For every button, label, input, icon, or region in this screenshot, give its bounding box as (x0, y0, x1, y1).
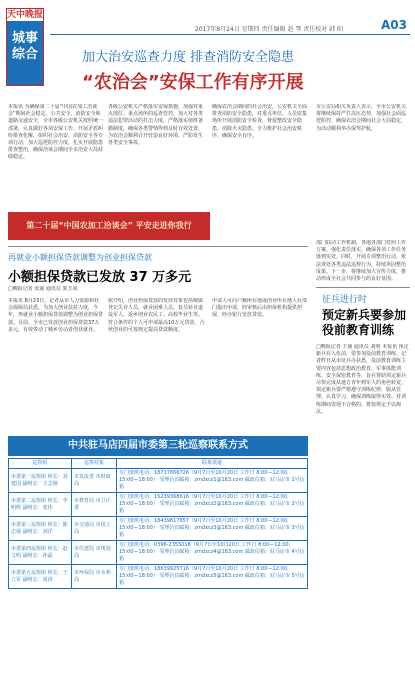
cell-group: 市委第一巡察组 组长：刘建国 副组长：王志刚 (9, 469, 72, 493)
lead-column-3: 确保农洽会期间的社会治安，公安机关全面排查消防安全隐患，对重点单位、人员密集场所开展消防安全检查，督促整改安全隐患，消除火灾隐患。全力维护社会治安秩序，确保安全有序。 (212, 104, 308, 139)
cell-contact: 专门值班电话：18439817657（9月7日至10月20日 工作日 8:00—12:00，15:00—18:00） 受理信访邮箱：zmdxcz3@163.com 邮政信箱：驻马店市 3号信箱 (117, 517, 308, 541)
table-row (9, 541, 308, 565)
cell-contact: 专门值班电话：18639925716（9月7日至10月20日 工作日 8:00—12:00，15:00—18:00） 受理信访邮箱：zmdxcz5@163.com 邮政信箱：驻马店市 5号信箱 (117, 565, 308, 589)
event-banner-text: 第二十届“中国农加工洽谈会” 平安走进你我行 (26, 221, 192, 230)
page-number: A03 (381, 18, 407, 32)
lead-subtitle: 加大治安巡查力度 排查消防安全隐患 (82, 50, 295, 65)
header-rule (50, 34, 410, 35)
loan-byline: □晚报记者 张丽 通讯员 郭玉成 (8, 286, 78, 292)
lead-column-2: 各级公安机关严格落实安保措施，加强对重点部位、重点场所的巡查管控，加大对各类违法犯罪活动的打击力度，严格落实值班备勤制度，确保各类警情得到及时有效处置，为农洽会顺利召开营造良好环境。严防发生各类安全事故。 (108, 104, 204, 147)
dateline: 2017年8月24日 星期四 责任编辑 赵 琴 责任校对 韩 阳 (195, 26, 344, 33)
table-row (9, 517, 308, 541)
cell-target: 市发改委 市财政局 (72, 469, 117, 493)
cell-target: 市教育局 市卫计委 (72, 493, 117, 517)
recruit-text: □晚报记者 王丽 通讯员 刘明 本报讯 预定新兵在入伍前，要参加役前教育训练。记者昨日从市征兵办获悉，役前教育训练主要内容包括思想政治教育、军事体能训练、安全保密教育等，旨在帮助预定新兵尽快完成从地方青年到军人的角色转变。预定新兵要严格遵守训练纪律，服从管理，认真学习，确保训练取得实效。对训练期间表现不合格的，将按规定予以淘汰。 (316, 344, 409, 415)
table-header-group: 巡察组 (9, 459, 72, 469)
loan-subtitle: 再就业小额担保贷款调整为创业担保贷款 (8, 253, 152, 262)
table-header-row (9, 459, 308, 469)
table-row (9, 469, 308, 493)
cell-contact: 专门值班电话：0396-2355018（9月7日至10月20日 工作日 8:00—12:00，15:00—18:00） 受理信访邮箱：zmdxcz4@163.com 邮政信箱：驻马店市 4号信箱 (117, 541, 308, 565)
table-row (9, 565, 308, 589)
paper-name: 天中晚报 (7, 10, 44, 20)
loan-column-3: 申请人可向户籍所在地或创业所在地人社部门提出申请，经审核后由担保机构提供担保，经办银行发放贷款。 (212, 298, 308, 319)
cell-group: 市委第二巡察组 组长：李明辉 副组长：张伟 (9, 493, 72, 517)
section-divider (8, 246, 308, 247)
cell-target: 市住建局 市规划局 (72, 541, 117, 565)
lead-column-4: 市公安局相关负责人表示，全市公安机关将继续保持严打高压态势，加强社会面巡逻防控，确保农洽会期间社会大局稳定，为活动顺利举办保驾护航。 (316, 104, 407, 132)
cell-target: 市交通局 市国土局 (72, 517, 117, 541)
recruit-subtitle: 征兵进行时 (322, 295, 368, 305)
cell-target: 市环保局 市水利局 (72, 565, 117, 589)
table-header-contact: 联系渠道 (117, 459, 308, 469)
recruit-title: 预定新兵要参加役前教育训练 (322, 308, 407, 337)
contact-table (8, 458, 308, 589)
event-banner (8, 212, 210, 240)
cell-group: 市委第五巡察组 组长：王立军 副组长：周涛 (9, 565, 72, 589)
loan-column-1: 本报讯 8月23日，记者从市人力资源和社会保障局获悉，为加大创业扶持力度，今年，再就业小额担保贷款调整为创业担保贷款。目前，全市已发放创业担保贷款37万多元，有效带动了城乡劳动者创业就业。 (8, 298, 104, 333)
cell-group: 市委第四巡察组 组长：赵文明 副组长：孙磊 (9, 541, 72, 565)
section-name-2: 综合 (11, 47, 38, 62)
lead-title: “农治会”安保工作有序开展 (82, 72, 304, 93)
cell-contact: 专门值班电话：18717866726（9月7日至10月20日 工作日 8:00—12:00，15:00—18:00） 受理信访邮箱：zmdxcz1@163.com 邮政信箱：驻马店市 1号信箱 (117, 469, 308, 493)
right-top-text: 部门联动工作机制，各地各部门对照工作方案，强化责任落实，确保各项工作任务落到实处。同时，开展专项整治行动，依法查处各类违法违规行为，持续巩固整治成果。下一步，将继续加大宣传力度，推动形成全社会共同参与的良好氛围。 (316, 240, 407, 283)
loan-column-2: 据介绍，创业担保贷款的发放对象包括城镇登记失业人员、就业困难人员、复员转业退役军人、返乡创业农民工、高校毕业生等。符合条件的个人可申请最高10万元贷款，合伙创业的可按规定提高贷款额度。 (108, 298, 205, 333)
table-row (9, 493, 308, 517)
cell-contact: 专门值班电话：15239368616（9月7日至10月20日 工作日 8:00—12:00，15:00—18:00） 受理信访邮箱：zmdxcz2@163.com 邮政信箱：驻马店市 2号信箱 (117, 493, 308, 517)
loan-title: 小额担保贷款已发放 37 万多元 (8, 270, 192, 285)
right-divider (316, 287, 410, 288)
section-name-1: 城事 (11, 31, 38, 46)
lead-column-1: 本报讯 为确保第二十届“中国农加工洽谈会”期间社会稳定、公共安全、消防安全和道路交通安全，全市各级公安机关按照统一部署，认真做好各项安保工作。开展矛盾纠纷排查化解，组织社会治安、消防安全等专项行动，加大巡逻防控力度，扎实开展隐患排查整治，确保洽谈会期间全市治安大局持续稳定。 (8, 104, 104, 161)
cell-group: 市委第三巡察组 组长：陈志强 副组长：刘洋 (9, 517, 72, 541)
section-masthead (6, 8, 44, 86)
contact-table-title: 中共驻马店四届市委第三轮巡察联系方式 (8, 436, 308, 456)
table-header-target: 巡察对象 (72, 459, 117, 469)
